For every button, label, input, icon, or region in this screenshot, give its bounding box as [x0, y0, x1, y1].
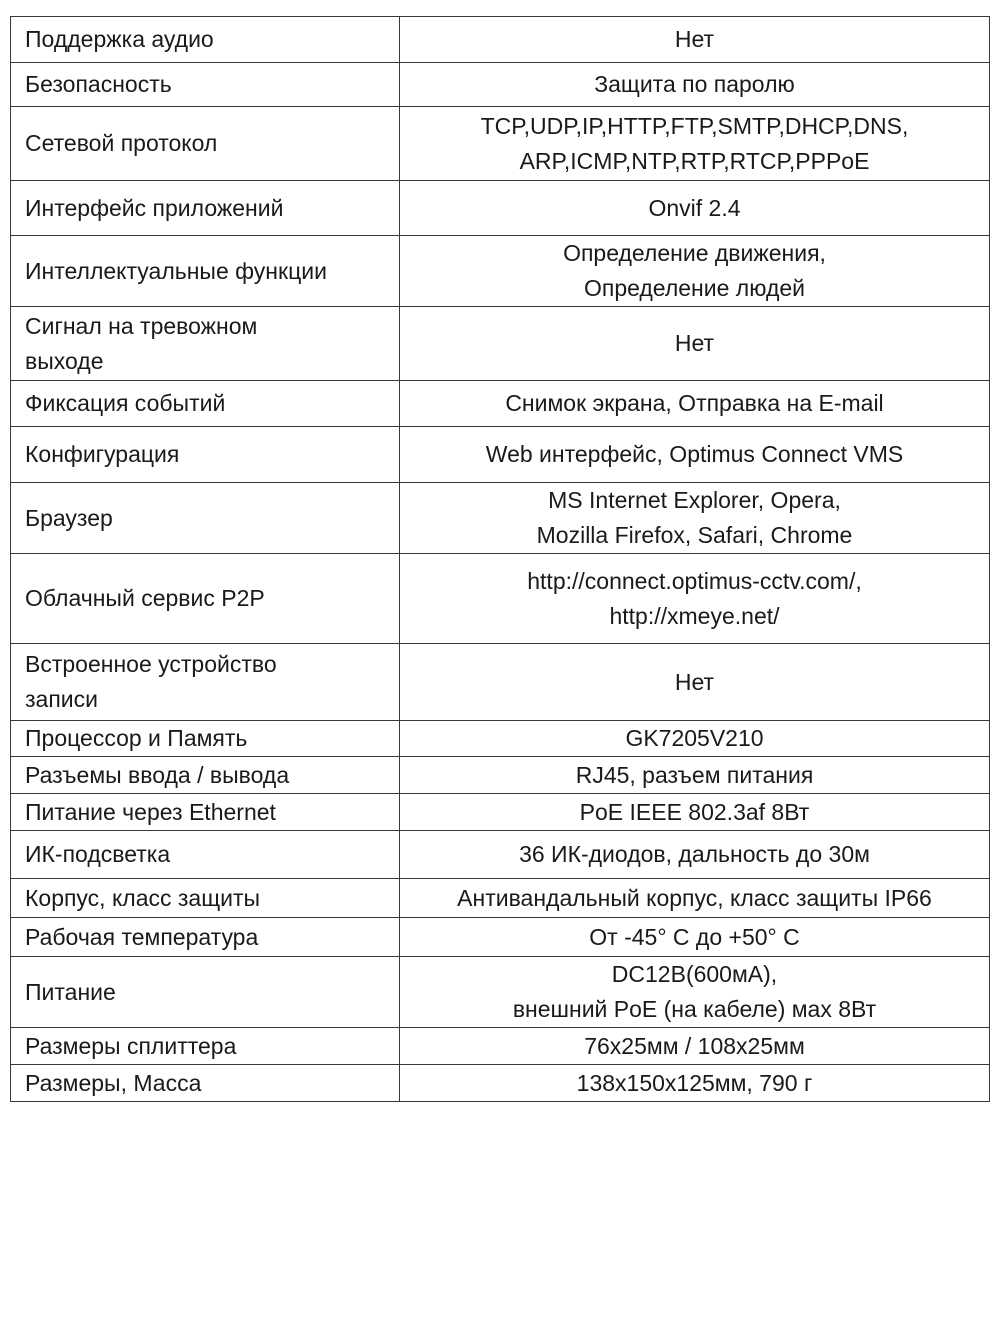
spec-label: ИК-подсветка: [11, 831, 400, 879]
spec-value: http://connect.optimus-cctv.com/, http://xmeye.net/: [400, 554, 990, 644]
spec-row-network-protocol: [11, 107, 990, 181]
spec-label: Интеллектуальные функции: [11, 236, 400, 307]
spec-value: Нет: [400, 17, 990, 63]
spec-value: От -45° С до +50° С: [400, 918, 990, 957]
spec-label: Сетевой протокол: [11, 107, 400, 181]
spec-row-built-in-recording: [11, 644, 990, 721]
spec-row-processor-memory: [11, 721, 990, 757]
spec-label: Разъемы ввода / вывода: [11, 757, 400, 794]
spec-label: Питание через Ethernet: [11, 794, 400, 831]
spec-row-cloud-p2p: [11, 554, 990, 644]
spec-row-smart-functions: [11, 236, 990, 307]
spec-value: 36 ИК-диодов, дальность до 30м: [400, 831, 990, 879]
spec-value: Антивандальный корпус, класс защиты IP66: [400, 879, 990, 918]
spec-row-dimensions-weight: [11, 1065, 990, 1102]
spec-label: Поддержка аудио: [11, 17, 400, 63]
spec-table-body: [11, 17, 990, 1102]
spec-label: Размеры сплиттера: [11, 1028, 400, 1065]
spec-row-security: [11, 63, 990, 107]
spec-label: Браузер: [11, 483, 400, 554]
spec-value: GK7205V210: [400, 721, 990, 757]
spec-label: Сигнал на тревожном выходе: [11, 307, 400, 381]
spec-row-splitter-size: [11, 1028, 990, 1065]
spec-row-browser: [11, 483, 990, 554]
spec-label: Размеры, Масса: [11, 1065, 400, 1102]
spec-value: Нет: [400, 307, 990, 381]
spec-value: TCP,UDP,IP,HTTP,FTP,SMTP,DHCP,DNS, ARP,ICMP,NTP,RTP,RTCP,PPPoE: [400, 107, 990, 181]
spec-row-ir-illumination: [11, 831, 990, 879]
spec-value: RJ45, разъем питания: [400, 757, 990, 794]
spec-value: 138x150x125мм, 790 г: [400, 1065, 990, 1102]
spec-label: Конфигурация: [11, 427, 400, 483]
spec-table: [10, 16, 990, 1102]
spec-row-audio: [11, 17, 990, 63]
spec-label: Фиксация событий: [11, 381, 400, 427]
spec-row-app-interface: [11, 181, 990, 236]
spec-label: Интерфейс приложений: [11, 181, 400, 236]
spec-row-event-capture: [11, 381, 990, 427]
spec-label: Питание: [11, 957, 400, 1028]
spec-label: Облачный сервис P2P: [11, 554, 400, 644]
spec-value: DC12В(600мА), внешний PoE (на кабеле) мах 8Вт: [400, 957, 990, 1028]
spec-value: Определение движения, Определение людей: [400, 236, 990, 307]
spec-row-power: [11, 957, 990, 1028]
spec-label: Встроенное устройство записи: [11, 644, 400, 721]
spec-value: Onvif 2.4: [400, 181, 990, 236]
spec-value: Нет: [400, 644, 990, 721]
spec-row-alarm-output: [11, 307, 990, 381]
spec-row-io-connectors: [11, 757, 990, 794]
spec-label: Безопасность: [11, 63, 400, 107]
spec-value: Защита по паролю: [400, 63, 990, 107]
spec-value: Снимок экрана, Отправка на E-mail: [400, 381, 990, 427]
spec-value: PoE IEEE 802.3af 8Вт: [400, 794, 990, 831]
spec-value: MS Internet Explorer, Opera, Mozilla Firefox, Safari, Chrome: [400, 483, 990, 554]
spec-label: Процессор и Память: [11, 721, 400, 757]
spec-value: Web интерфейс, Optimus Connect VMS: [400, 427, 990, 483]
spec-row-operating-temperature: [11, 918, 990, 957]
spec-row-poe: [11, 794, 990, 831]
spec-label: Рабочая температура: [11, 918, 400, 957]
spec-label: Корпус, класс защиты: [11, 879, 400, 918]
spec-row-configuration: [11, 427, 990, 483]
spec-value: 76х25мм / 108х25мм: [400, 1028, 990, 1065]
spec-row-housing: [11, 879, 990, 918]
